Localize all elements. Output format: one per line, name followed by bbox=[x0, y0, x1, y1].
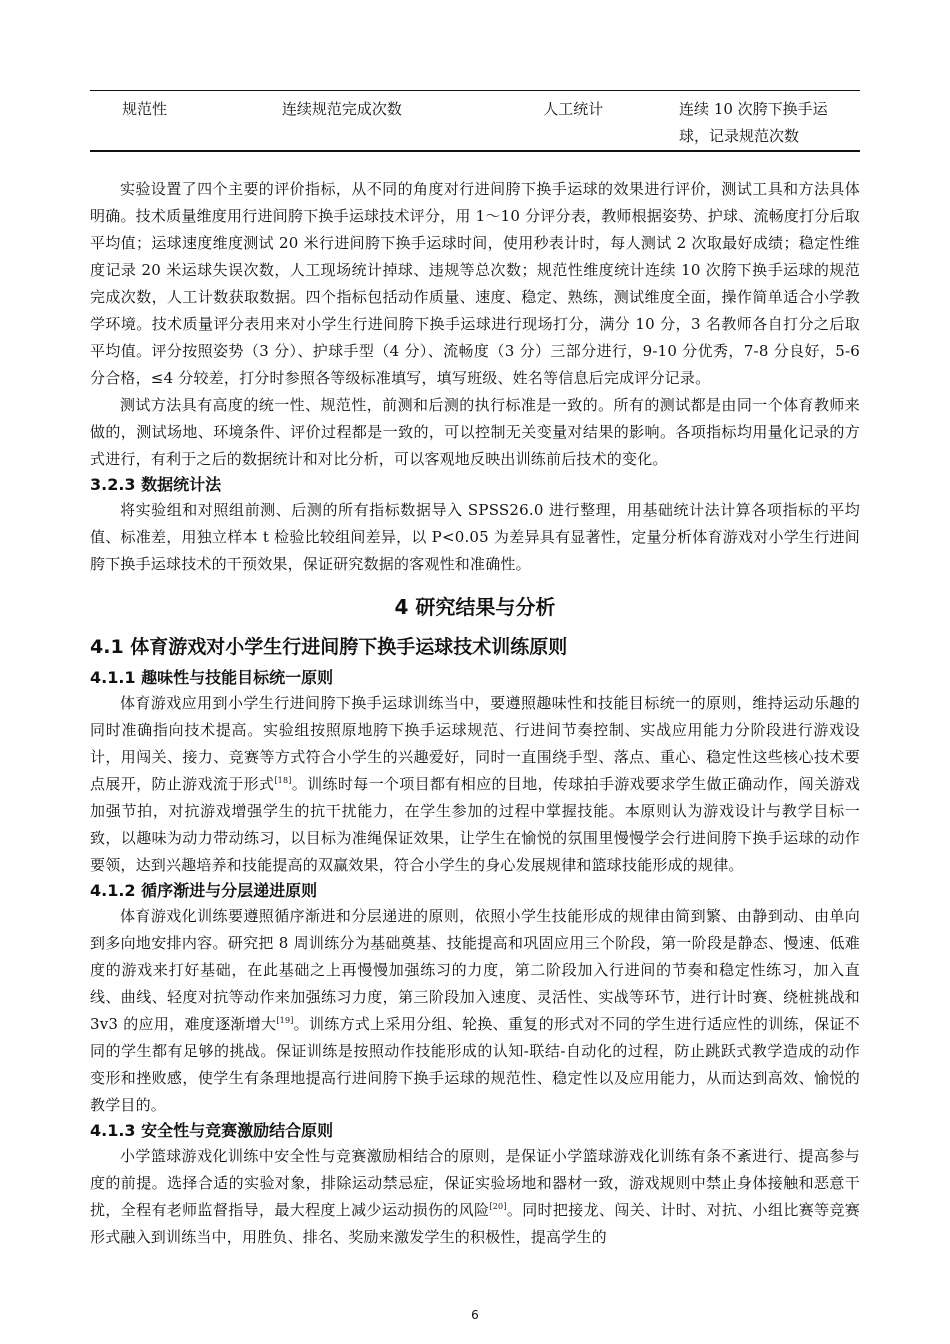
table-cell: 人工统计 bbox=[543, 100, 604, 118]
subsection-heading: 4.1.3 安全性与竞赛激励结合原则 bbox=[90, 1121, 334, 1140]
text-run: 。同时把接龙、闯关、计时、对抗、小组比赛等竞赛形式融入到训练当中，用胜负、排名、奖励来激发学生的积极性，提高学生的 bbox=[90, 1201, 861, 1246]
table-bottom-rule bbox=[90, 150, 860, 152]
subsection-heading: 3.2.3 数据统计法 bbox=[90, 475, 222, 494]
table-cell: 规范性 bbox=[122, 100, 168, 118]
paragraph: 测试方法具有高度的统一性、规范性，前测和后测的执行标准是一致的。所有的测试都是由同一个体育教师来做的，测试场地、环境条件、评价过程都是一致的，可以控制无关变量对结果的影响。各项指标均用量化记录的方式进行，有利于之后的数据统计和对比分析，可以客观地反映出训练前后技术的变化。 bbox=[90, 396, 860, 468]
evaluation-table bbox=[90, 90, 860, 156]
text-run: 体育游戏化训练要遵照循序渐进和分层递进的原则，依照小学生技能形成的规律由简到繁、由静到动、由单向到多向地安排内容。研究把 8 周训练分为基础奠基、技能提高和巩固应用三个阶段，第一阶段是静态、慢速、低难度的游戏来打好基础，在此基础之上再慢慢加强练习的力度，第二阶段加入行进间的节奏和稳定性练习，加入直线、曲线、轻度对抗等动作来加强练习力度，第三阶段加入速度、灵活性、实战等环节，进行计时赛、绕桩挑战和 3v3 的应用，难度逐渐增大 bbox=[90, 907, 860, 1033]
text-run: 小学篮球游戏化训练中安全性与竞赛激励相结合的原则，是保证小学篮球游戏化训练有条不紊进行、提高参与度的前提。选择合适的实验对象，排除运动禁忌症，保证实验场地和器材一致，游戏规则中禁止身体接触和恶意干扰，全程有老师监督指导，最大程度上减少运动损伤的风险 bbox=[90, 1147, 860, 1219]
table-cell: 连续规范完成次数 bbox=[281, 100, 402, 118]
paragraph bbox=[90, 1143, 860, 1251]
citation: [18] bbox=[274, 776, 292, 785]
section-heading: 4.1 体育游戏对小学生行进间胯下换手运球技术训练原则 bbox=[90, 636, 568, 658]
subsection-heading: 4.1.2 循序渐进与分层递进原则 bbox=[90, 881, 318, 900]
body-text bbox=[90, 176, 860, 1251]
subsection-heading: 4.1.1 趣味性与技能目标统一原则 bbox=[90, 668, 334, 687]
citation: [20] bbox=[489, 1202, 507, 1211]
page-number: 6 bbox=[471, 1308, 479, 1322]
table-row bbox=[90, 90, 860, 156]
text-run: 。训练方式上采用分组、轮换、重复的形式对不同的学生进行适应性的训练，保证不同的学生都有足够的挑战。保证训练是按照动作技能形成的认知-联结-自动化的过程，防止跳跃式教学造成的动作变形和挫败感，使学生有条理地提高行进间胯下换手运球的规范性、稳定性以及应用能力，从而达到高效、愉悦的教学目的。 bbox=[90, 1015, 860, 1114]
chapter-heading: 4 研究结果与分析 bbox=[394, 595, 556, 619]
paragraph bbox=[90, 903, 860, 1119]
paragraph: 将实验组和对照组前测、后测的所有指标数据导入 SPSS26.0 进行整理，用基础统计法计算各项指标的平均值、标准差，用独立样本 t 检验比较组间差异，以 P<0.05 为差异具有显著性，定量分析体育游戏对小学生行进间胯下换手运球技术的干预效果，保证研究数据的客观性和准确性。 bbox=[90, 501, 860, 573]
table-cell: 连续 10 次胯下换手运球，记录规范次数 bbox=[679, 100, 828, 145]
citation: [19] bbox=[276, 1016, 294, 1025]
text-run: 体育游戏应用到小学生行进间胯下换手运球训练当中，要遵照趣味性和技能目标统一的原则，维持运动乐趣的同时准确指向技术提高。实验组按照原地胯下换手运球规范、行进间节奏控制、实战应用能力分阶段进行游戏设计，用闯关、接力、竞赛等方式符合小学生的兴趣爱好，同时一直围绕手型、落点、重心、稳定性这些核心技术要点展开，防止游戏流于形式 bbox=[90, 694, 860, 793]
text-run: 。训练时每一个项目都有相应的目地，传球拍手游戏要求学生做正确动作，闯关游戏加强节拍，对抗游戏增强学生的抗干扰能力，在学生参加的过程中掌握技能。本原则认为游戏设计与教学目标一致，以趣味为动力带动练习，以目标为准绳保证效果，让学生在愉悦的氛围里慢慢学会行进间胯下换手运球的动作要领，达到兴趣培养和技能提高的双赢效果，符合小学生的身心发展规律和篮球技能形成的规律。 bbox=[90, 775, 861, 874]
paragraph: 实验设置了四个主要的评价指标，从不同的角度对行进间胯下换手运球的效果进行评价，测试工具和方法具体明确。技术质量维度用行进间胯下换手运球技术评分，用 1～10 分评分表，教师根据姿势、护球、流畅度打分后取平均值；运球速度维度测试 20 米行进间胯下换手运球时间，使用秒表计时，每人测试 2 次取最好成绩；稳定性维度记录 20 米运球失误次数，人工现场统计掉球、违规等总次数；规范性维度统计连续 10 次胯下换手运球的规范完成次数，人工计数获取数据。四个指标包括动作质量、速度、稳定、熟练，测试维度全面，操作简单适合小学教学环境。技术质量评分表用来对小学生行进间胯下换手运球进行现场打分，满分 10 分，3 名教师各自打分之后取平均值。评分按照姿势（3 分）、护球手型（4 分）、流畅度（3 分）三部分进行，9-10 分优秀，7-8 分良好，5-6 分合格，≤4 分较差，打分时参照各等级标准填写，填写班级、姓名等信息后完成评分记录。 bbox=[90, 180, 860, 387]
paragraph bbox=[90, 690, 860, 879]
